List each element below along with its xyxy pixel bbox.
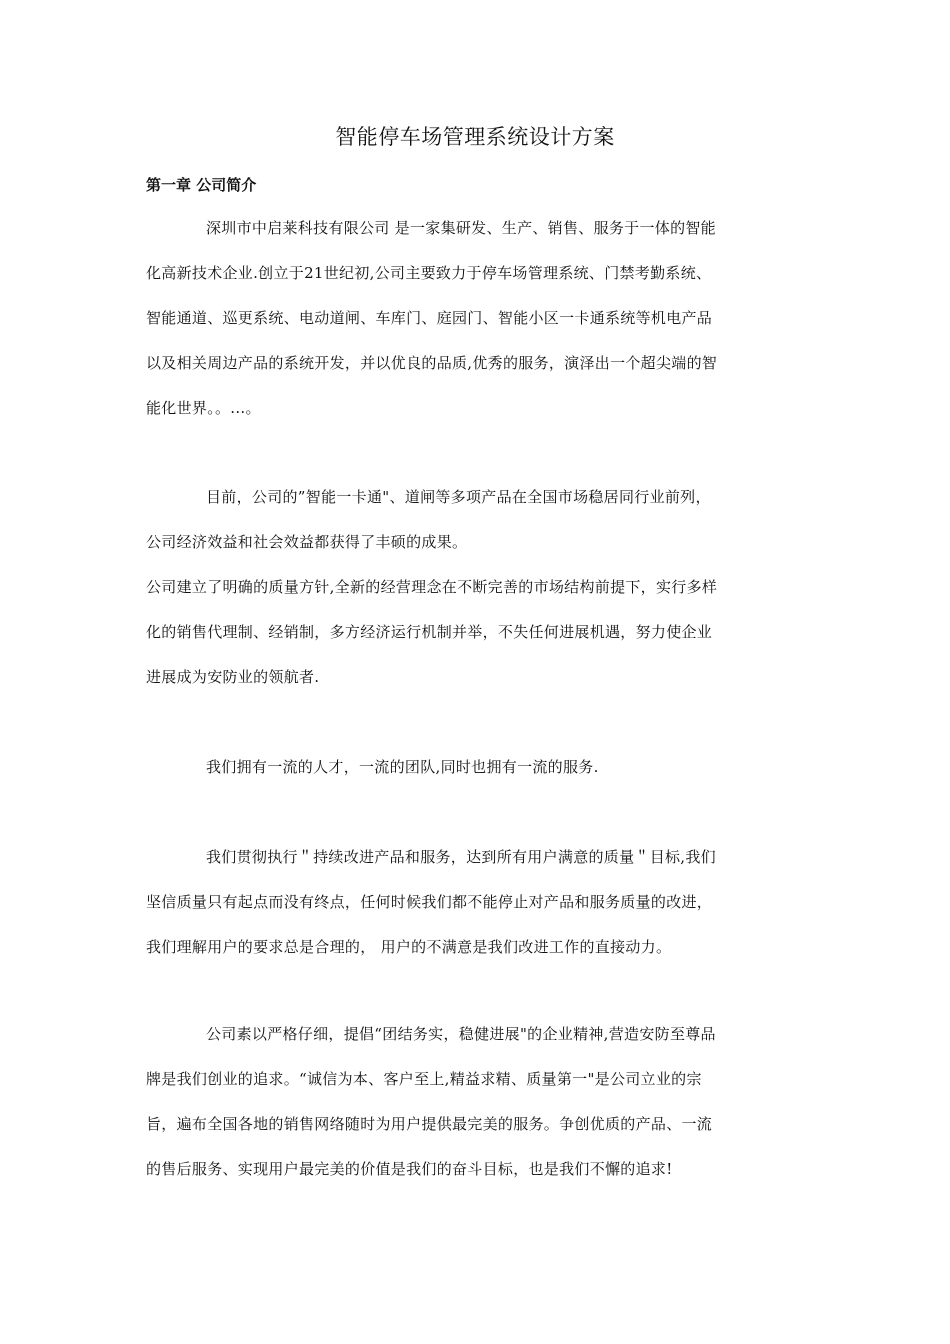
text-line: 进展成为安防业的领航者. [146,668,320,686]
paragraph-quality-policy [146,565,806,700]
paragraph-team [146,745,806,790]
paragraph-continuous-improvement [146,835,806,970]
text-line: 我们贯彻执行＂持续改进产品和服务，达到所有用户满意的质量＂目标,我们 [206,848,716,866]
text-line: 旨，遍布全国各地的销售网络随时为用户提供最完美的服务。争创优质的产品、一流 [146,1115,713,1133]
text-line: 目前，公司的”智能一卡通"、道闸等多项产品在全国市场稳居同行业前列， [206,488,711,506]
text-line: 以及相关周边产品的系统开发，并以优良的品质,优秀的服务，演泽出一个超尖端的智 [146,354,718,372]
text-line: 牌是我们创业的追求。“诚信为本、客户至上,精益求精、质量第一"是公司立业的宗 [146,1070,702,1088]
text-line: 公司素以严格仔细，提倡“团结务实，稳健进展"的企业精神,营造安防至尊品 [206,1025,716,1043]
text-line: 能化世界。。...。 [146,399,261,417]
paragraph-market-position [146,475,806,565]
paragraph-company-spirit [146,1012,806,1192]
text-line: 我们理解用户的要求总是合理的， 用户的不满意是我们改进工作的直接动力。 [146,938,672,956]
text-line: 化高新技术企业.创立于21世纪初,公司主要致力于停车场管理系统、门禁考勤系统、 [146,264,712,282]
text-line: 的售后服务、实现用户最完美的价值是我们的奋斗目标，也是我们不懈的追求! [146,1160,673,1178]
chapter-heading: 第一章 公司简介 [146,176,257,194]
document-title: 智能停车场管理系统设计方案 [335,125,615,149]
text-line: 化的销售代理制、经销制，多方经济运行机制并举，不失任何进展机遇，努力使企业 [146,623,713,641]
text-line: 我们拥有一流的人才，一流的团队,同时也拥有一流的服务. [206,758,599,776]
text-line: 坚信质量只有起点而没有终点，任何时候我们都不能停止对产品和服务质量的改进， [146,893,713,911]
text-line: 深圳市中启莱科技有限公司 是一家集研发、生产、销售、服务于一体的智能 [206,219,716,237]
text-line: 智能通道、巡更系统、电动道闸、车库门、庭园门、智能小区一卡通系统等机电产品 [146,309,713,327]
paragraph-company-intro [146,206,806,431]
text-line: 公司经济效益和社会效益都获得了丰硕的成果。 [146,533,468,551]
text-line: 公司建立了明确的质量方针,全新的经营理念在不断完善的市场结构前提下，实行多样 [146,578,718,596]
